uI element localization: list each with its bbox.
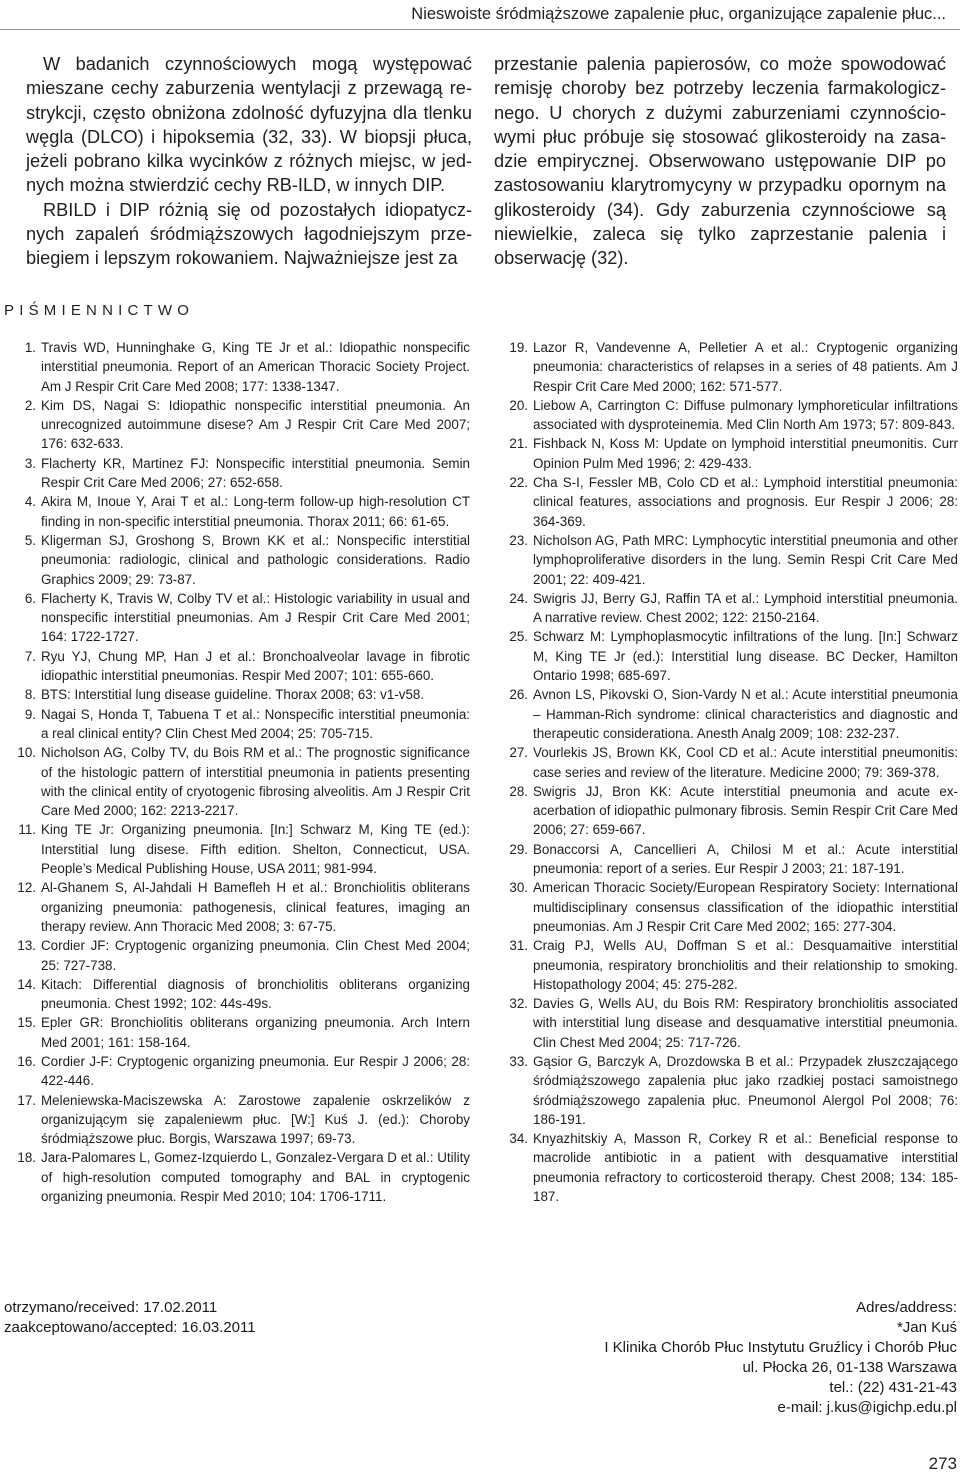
reference-text: Flacherty K, Travis W, Colby TV et al.: Histologic variability in usual and nonspecific interstitial pneumonias. Am J Respir Crit Care Med 2001; 164: 1722-1727. <box>41 590 470 645</box>
reference-item <box>496 994 958 1052</box>
reference-item <box>496 1129 958 1206</box>
reference-text: Bonaccorsi A, Cancellieri A, Chilosi M et al.: Acute interstitial pneumonia: report of a series. Eur Respir J 2003; 21: 187-191. <box>533 841 958 877</box>
reference-number: 9. <box>24 706 36 722</box>
reference-text: Nicholson AG, Colby TV, du Bois RM et al.: The prognostic significance of the histologic pattern of interstitial pneumonia in patients presenting with the clinical entity of cryotogenic fibrosing alveolitis. Am J Respir Crit Care Med 2000; 162: 2213-2217. <box>41 745 470 819</box>
reference-text: Vourlekis JS, Brown KK, Cool CD et al.: Acute interstitial pneumonitis: case series and review of the literature. Medicine 2000; 79: 369-378. <box>533 745 958 780</box>
reference-item <box>4 705 470 744</box>
author-name: *Jan Kuś <box>896 1319 957 1336</box>
reference-text: Kitach: Differential diagnosis of bronchiolitis obliterans organizing pneumonia. Chest 1992; 102: 44s-49s. <box>41 976 470 1012</box>
running-title: Nieswoiste śródmiąższowe zapalenie płuc, organizujące zapalenie płuc... <box>411 5 946 23</box>
body-column-right <box>494 52 946 271</box>
phone: tel.: (22) 431-21-43 <box>829 1379 957 1396</box>
page-number: 273 <box>928 1454 957 1473</box>
body-paragraph: W badanich czynnościowych mogą występować mieszane cechy zaburzenia wentylacji z przewagą restrykcji, często obniżona zdolność dyfuzyjna dla tlenku węgla (DLCO) i hipoksemia (32, 33). W biopsji płuca, jeżeli pobrano kilka wycinków z różnych miejsc, w jednych można stwierdzić cechy RB-ILD, w innych DIP. <box>26 54 472 196</box>
reference-number: 15. <box>17 1015 36 1031</box>
reference-text: Cha S-I, Fessler MB, Colo CD et al.: Lymphoid interstitial pneumonia: clinical features, associations and prognosis. Eur Respir J 2006; 28: 364-369. <box>533 475 958 529</box>
reference-text: Nicholson AG, Path MRC: Lymphocytic interstitial pneumonia and other lymphoproliferative disorders in the lung. Semin Respi Crit Care Med 2001; 22: 409-421. <box>533 532 958 587</box>
body-paragraph: RBILD i DIP różnią się od pozostałych idiopatycznych zapaleń śródmiąższowych łagodniejszym przebiegiem i lepszym rokowaniem. Najważniejsze jest za <box>26 199 472 269</box>
reference-text: Kim DS, Nagai S: Idiopathic nonspecific interstitial pneumonia. An unrecognized autoimmune disese? Am J Respir Crit Care Med 2007; 176: 632-633. <box>41 397 470 452</box>
reference-text: Craig PJ, Wells AU, Doffman S et al.: Desquamaitive interstitial pneumonia, respiratory bronchiolitis and their relationship to smoking. Histopathology 2004; 45: 275-282. <box>533 938 958 992</box>
reference-number: 29. <box>509 841 528 857</box>
reference-text: American Thoracic Society/European Respiratory Society: International multidisciplinary consensus classification of the idiopathic interstitial pneumonias. Am J Respir Crit Care Med 2002; 165: 277-304. <box>533 880 958 934</box>
reference-text: BTS: Interstitial lung disease guideline. Thorax 2008; 63: v1-v58. <box>41 687 425 703</box>
reference-text: Fishback N, Koss M: Update on lymphoid interstitial pneumonitis. Curr Opinion Pulm Med 1996; 2: 429-433. <box>533 436 958 471</box>
reference-text: Swigris JJ, Bron KK: Acute interstitial pneumonia and acute exacerbation of idiopathic pulmonary fibrosis. Semin Respir Crit Care Med 2006; 27: 659-667. <box>533 783 958 838</box>
reference-number: 11. <box>18 822 36 838</box>
reference-item <box>4 1091 470 1149</box>
reference-item <box>496 685 958 743</box>
reference-text: Avnon LS, Pikovski O, Sion-Vardy N et al.: Acute interstitial pneumonia – Hamman-Rich syndrome: clinical characteristics and diagnostic and therapeutic considerationa. Anesth Analg 2009; 108: 232-237. <box>533 687 958 741</box>
manuscript-dates <box>4 1298 256 1338</box>
reference-item <box>496 743 958 782</box>
reference-number: 4. <box>24 494 36 510</box>
body-column-left <box>26 52 472 271</box>
reference-number: 17. <box>17 1092 36 1108</box>
reference-text: Knyazhitskiy A, Masson R, Corkey R et al.: Beneficial response to macrolide antibiotic in a patient with desquamative interstitial pneumonia refractory to corticosteroid therapy. Chest 2008; 134: 185-187. <box>533 1131 958 1205</box>
reference-item <box>4 338 470 396</box>
reference-text: King TE Jr: Organizing pneumonia. [In:] Schwarz M, King TE (ed.): Interstitial lung disese. Fifth edition. Shelton, Connecticut, USA. People’s Medical Publishing House, USA 2011; 981-994. <box>41 822 470 877</box>
running-header <box>0 0 960 30</box>
body-paragraph: przestanie palenia papierosów, co może spowodować remisję choroby bez potrzeby leczenia farmakologicznego. U chorych z dużymi zaburzeniami czynnościowymi płuc próbuje się stosować glikosteroidy na zasadzie empirycznej. Obserwowano ustępowanie DIP po zastosowaniu klarytromycyny w przypadku opornym na glikosteroidy (34). Gdy zaburzenia czynnościowe są niewielkie, zaleca się tylko zaprzestanie palenia i obserwację (32). <box>494 54 946 269</box>
reference-text: Cordier J-F: Cryptogenic organizing pneumonia. Eur Respir J 2006; 28: 422-446. <box>41 1053 470 1089</box>
email: e-mail: j.kus@igichp.edu.pl <box>777 1399 957 1416</box>
header-rule <box>0 29 960 30</box>
reference-number: 30. <box>509 880 528 896</box>
reference-item <box>4 531 470 589</box>
reference-number: 5. <box>24 532 36 548</box>
reference-text: Gąsior G, Barczyk A, Drozdowska B et al.: Przypadek złuszczającego śródmiąższowego zapalenia płuc jako rzadkiej postaci samoistnego śródmiąższowego zapalenia płuc. Pneumonol Alergol Pol 2008; 76: 186-191. <box>533 1053 958 1127</box>
reference-item <box>496 589 958 628</box>
reference-number: 1. <box>24 340 36 355</box>
reference-item <box>496 627 958 685</box>
reference-text: Kligerman SJ, Groshong S, Brown KK et al.: Nonspecific interstitial pneumonia: radiologic, clinical and pathologic considerations. Radio Graphics 2009; 29: 73-87. <box>41 532 470 587</box>
reference-number: 34. <box>509 1131 528 1147</box>
reference-number: 31. <box>509 938 528 954</box>
reference-number: 20. <box>509 397 528 413</box>
reference-number: 12. <box>17 880 36 896</box>
accepted-date: zaakceptowano/accepted: 16.03.2011 <box>4 1319 256 1336</box>
reference-list-right <box>496 338 958 1206</box>
reference-item <box>4 820 470 878</box>
institution: I Klinika Chorób Płuc Instytutu Gruźlicy i Chorób Płuc <box>604 1339 957 1356</box>
reference-number: 18. <box>17 1150 36 1166</box>
reference-number: 8. <box>24 687 36 703</box>
reference-text: Liebow A, Carrington C: Diffuse pulmonary lymphoreticular infiltrations associated with dysproteinemia. Med Clin North Am 1973; 57: 809-843. <box>533 397 958 433</box>
reference-item <box>4 1013 470 1052</box>
reference-number: 19. <box>509 340 528 355</box>
reference-text: Davies G, Wells AU, du Bois RM: Respiratory bronchiolitis associated with interstitial lung disease and desquamative interstitial pneumonia. Clin Chest Med 2004; 25: 717-726. <box>533 996 958 1050</box>
reference-text: Travis WD, Hunninghake G, King TE Jr et al.: Idiopathic nonspecific interstitial pneumonia. Report of an American Thoracic Society Project. Am J Respir Crit Care Med 2008; 177: 1338-1347. <box>41 340 470 394</box>
reference-item <box>496 840 958 879</box>
reference-number: 24. <box>509 590 528 606</box>
reference-text: Cordier JF: Cryptogenic organizing pneumonia. Clin Chest Med 2004; 25: 727-738. <box>41 938 470 973</box>
reference-item <box>4 492 470 531</box>
reference-item <box>496 434 958 473</box>
reference-text: Schwarz M: Lymphoplasmocytic infiltrations of the lung. [In:] Schwarz M, King TE Jr (ed.): Interstitial lung disease. BC Decker, Hamilton Ontario 1998; 685-697. <box>533 629 958 684</box>
reference-number: 13. <box>17 938 36 954</box>
reference-number: 21. <box>509 436 528 452</box>
reference-item <box>4 589 470 647</box>
reference-item <box>496 878 958 936</box>
reference-text: Swigris JJ, Berry GJ, Raffin TA et al.: Lymphoid interstitial pneumonia. A narrative review. Chest 2002; 122: 2150-2164. <box>533 590 958 626</box>
reference-item <box>496 396 958 435</box>
reference-text: Nagai S, Honda T, Tabuena T et al.: Nonspecific interstitial pneumonia: a real clinical entity? Clin Chest Med 2004; 25: 705-715. <box>41 706 470 741</box>
address-label: Adres/address: <box>856 1299 957 1316</box>
reference-text: Lazor R, Vandevenne A, Pelletier A et al.: Cryptogenic organizing pneumonia: characteristics of relapses in a series of 48 patients. Am J Respir Crit Care Med 2000; 162: 571-577. <box>533 340 958 394</box>
reference-text: Jara-Palomares L, Gomez-Izquierdo L, Gonzalez-Vergara D et al.: Utility of high-resolution computed tomography and BAL in cryptogenic organizing pneumonia. Respir Med 2010; 104: 1706-1711. <box>41 1150 470 1205</box>
reference-number: 16. <box>17 1053 36 1069</box>
reference-number: 28. <box>509 783 528 799</box>
reference-item <box>4 454 470 493</box>
reference-item <box>4 975 470 1014</box>
reference-number: 26. <box>509 687 528 703</box>
reference-text: Meleniewska-Maciszewska A: Zarostowe zapalenie oskrzelików z organizującym się zapaleniewm płuc. [W:] Kuś J. (ed.): Choroby śródmiąższowe płuc. Borgis, Warszawa 1997; 69-73. <box>41 1092 470 1147</box>
reference-text: Ryu YJ, Chung MP, Han J et al.: Bronchoalveolar lavage in fibrotic idiopathic interstitial pneumonias. Respir Med 2007; 101: 655-660. <box>41 648 470 684</box>
correspondence-address <box>604 1298 957 1418</box>
reference-item <box>4 878 470 936</box>
reference-number: 6. <box>24 590 36 606</box>
reference-number: 14. <box>17 976 36 992</box>
reference-number: 22. <box>509 475 528 491</box>
street-address: ul. Płocka 26, 01-138 Warszawa <box>742 1359 957 1376</box>
reference-text: Flacherty KR, Martinez FJ: Nonspecific interstitial pneumonia. Semin Respir Crit Care Med 2006; 27: 652-658. <box>41 455 470 491</box>
reference-number: 7. <box>24 648 36 664</box>
reference-item <box>4 1148 470 1206</box>
reference-list-left <box>4 338 470 1206</box>
reference-item <box>496 936 958 994</box>
reference-number: 32. <box>509 996 528 1012</box>
reference-item <box>496 338 958 396</box>
reference-item <box>496 531 958 589</box>
reference-item <box>4 1052 470 1091</box>
reference-item <box>496 782 958 840</box>
reference-text: Epler GR: Bronchiolitis obliterans organizing pneumonia. Arch Intern Med 2001; 161: 158-164. <box>41 1015 470 1050</box>
reference-item <box>496 1052 958 1129</box>
reference-number: 33. <box>509 1053 528 1069</box>
reference-item <box>4 685 470 704</box>
received-date: otrzymano/received: 17.02.2011 <box>4 1299 218 1316</box>
reference-number: 23. <box>509 532 528 548</box>
reference-item <box>4 396 470 454</box>
reference-item <box>4 936 470 975</box>
reference-number: 10. <box>17 745 36 761</box>
reference-number: 2. <box>24 397 36 413</box>
reference-text: Akira M, Inoue Y, Arai T et al.: Long-term follow-up high-resolution CT finding in non-specific interstitial pneumonia. Thorax 2011; 66: 61-65. <box>41 494 470 529</box>
reference-number: 3. <box>24 455 36 471</box>
references-heading: PIŚMIENNICTWO <box>4 302 195 319</box>
reference-number: 25. <box>509 629 528 645</box>
reference-item <box>4 743 470 820</box>
reference-item <box>4 647 470 686</box>
reference-item <box>496 473 958 531</box>
reference-text: Al-Ghanem S, Al-Jahdali H Bamefleh H et al.: Bronchiolitis obliterans organizing pneumonia: pathogenesis, clinical features, imaging an therapy review. Ann Thoracic Med 2008; 3: 67-75. <box>41 880 470 934</box>
reference-number: 27. <box>509 745 528 761</box>
